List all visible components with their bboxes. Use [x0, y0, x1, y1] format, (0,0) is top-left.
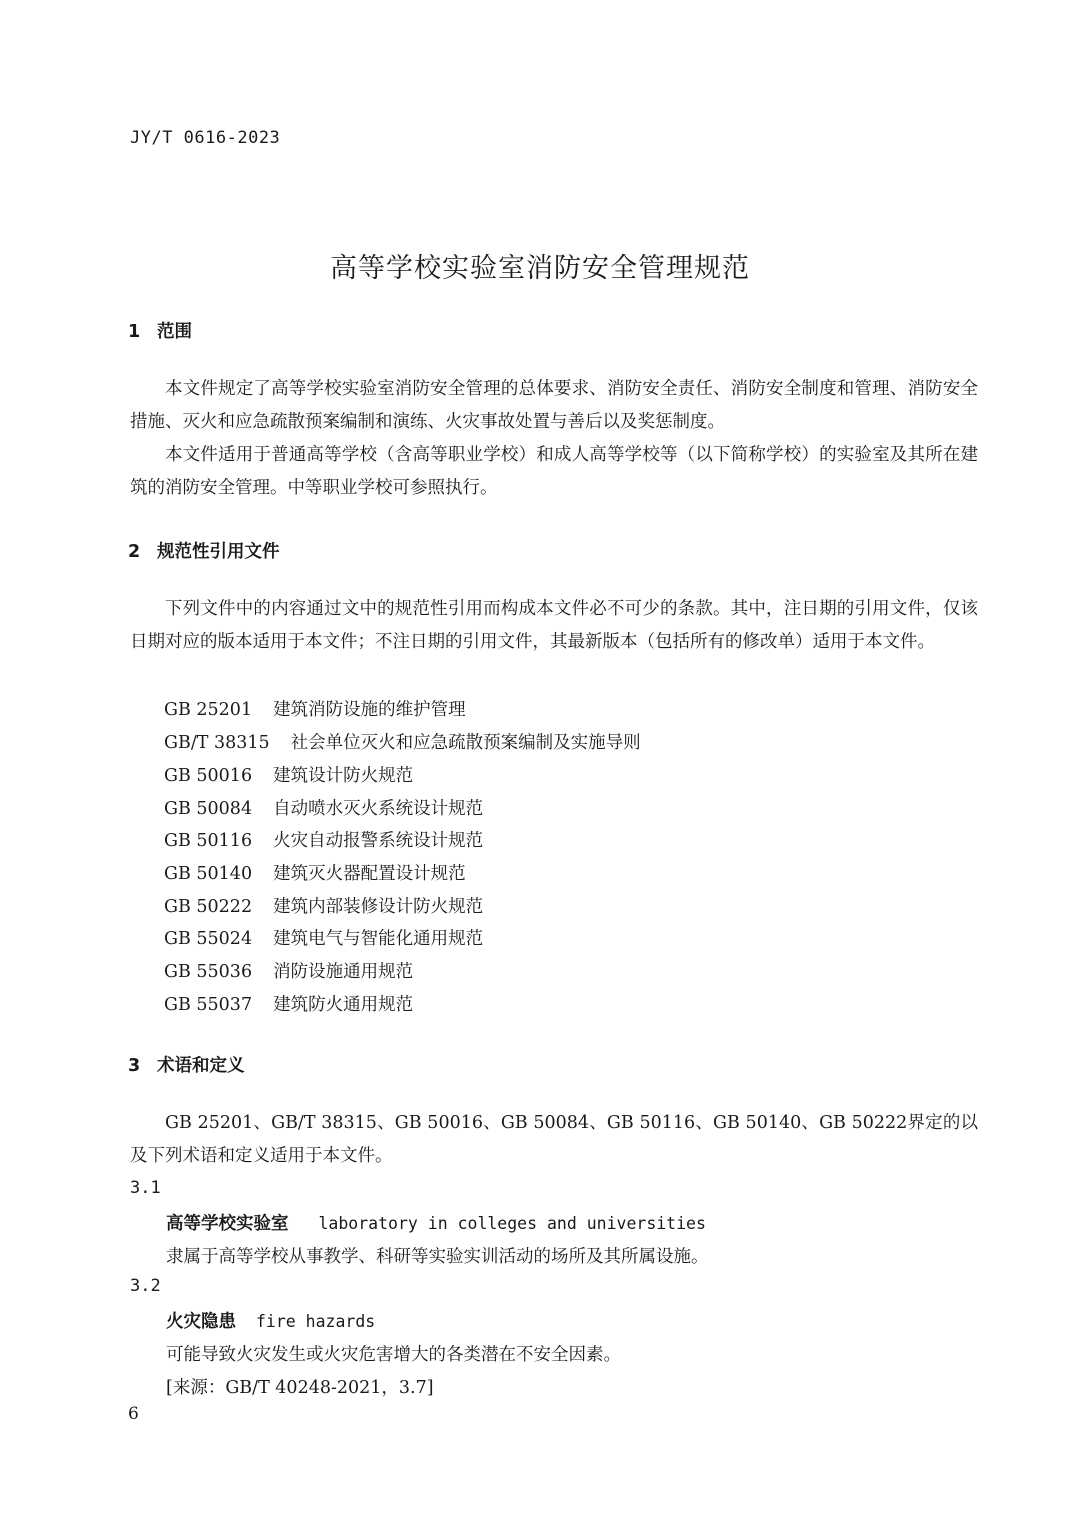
- reference-code: GB 55037: [164, 995, 253, 1015]
- term-heading: [166, 1210, 706, 1235]
- reference-item: [164, 991, 413, 1016]
- paragraph: 本文件适用于普通高等学校（含高等职业学校）和成人高等学校等（以下简称学校）的实验室及其所在建筑的消防安全管理。中等职业学校可参照执行。: [130, 445, 978, 498]
- reference-item: [164, 696, 466, 721]
- reference-code: GB 50116: [164, 831, 253, 851]
- reference-code: GB 55036: [164, 962, 253, 982]
- reference-code: GB 50222: [164, 897, 253, 917]
- section-2-heading: [128, 538, 280, 563]
- section-1-heading: [128, 318, 192, 343]
- reference-code: GB 50016: [164, 766, 253, 786]
- document-title: 高等学校实验室消防安全管理规范: [330, 253, 750, 284]
- section-number: 3: [128, 1056, 141, 1076]
- reference-code: GB 25201: [164, 700, 253, 720]
- term-heading: [166, 1308, 375, 1333]
- document-code: JY/T 0616-2023: [130, 128, 281, 148]
- term-number: 3.2: [130, 1276, 161, 1296]
- reference-item: [164, 729, 641, 754]
- reference-title: 火灾自动报警系统设计规范: [273, 831, 484, 851]
- reference-title: 建筑设计防火规范: [273, 766, 414, 786]
- reference-item: [164, 860, 466, 885]
- reference-title: 自动喷水灭火系统设计规范: [273, 799, 484, 819]
- section-title: 范围: [157, 322, 192, 342]
- paragraph: 下列文件中的内容通过文中的规范性引用而构成本文件必不可少的条款。其中，注日期的引用文件，仅该日期对应的版本适用于本文件；不注日期的引用文件，其最新版本（包括所有的修改单）适用于本文件。: [130, 599, 978, 652]
- reference-item: [164, 827, 483, 852]
- term-chinese: 火灾隐患: [166, 1312, 236, 1332]
- section-3-heading: [128, 1052, 245, 1077]
- reference-title: 建筑灭火器配置设计规范: [273, 864, 466, 884]
- section-number: 1: [128, 322, 141, 342]
- reference-item: [164, 958, 413, 983]
- reference-code: GB 50140: [164, 864, 253, 884]
- reference-item: [164, 925, 483, 950]
- reference-title: 建筑电气与智能化通用规范: [273, 929, 484, 949]
- term-number: 3.1: [130, 1178, 161, 1198]
- reference-title: 建筑防火通用规范: [273, 995, 414, 1015]
- paragraph: GB 25201、GB/T 38315、GB 50016、GB 50084、GB 50116、GB 50140、GB 50222界定的以及下列术语和定义适用于本文件。: [130, 1113, 978, 1166]
- reference-code: GB/T 38315: [164, 733, 270, 753]
- section-title: 规范性引用文件: [157, 542, 280, 562]
- section-number: 2: [128, 542, 141, 562]
- reference-code: GB 55024: [164, 929, 253, 949]
- paragraph: 本文件规定了高等学校实验室消防安全管理的总体要求、消防安全责任、消防安全制度和管理、消防安全措施、灭火和应急疏散预案编制和演练、火灾事故处置与善后以及奖惩制度。: [130, 379, 978, 432]
- term-english: fire hazards: [256, 1312, 376, 1331]
- term-definition: 可能导致火灾发生或火灾危害增大的各类潜在不安全因素。: [166, 1345, 621, 1365]
- reference-item: [164, 893, 483, 918]
- term-source: [来源：GB/T 40248-2021，3.7]: [166, 1378, 434, 1398]
- term-definition: 隶属于高等学校从事教学、科研等实验实训活动的场所及其所属设施。: [166, 1247, 709, 1267]
- term-english: laboratory in colleges and universities: [318, 1214, 706, 1233]
- page-number: 6: [128, 1404, 139, 1424]
- reference-item: [164, 795, 483, 820]
- reference-title: 建筑内部装修设计防火规范: [273, 897, 484, 917]
- reference-title: 建筑消防设施的维护管理: [273, 700, 466, 720]
- section-title: 术语和定义: [157, 1056, 245, 1076]
- reference-title: 消防设施通用规范: [273, 962, 414, 982]
- reference-title: 社会单位灭火和应急疏散预案编制及实施导则: [290, 733, 641, 753]
- reference-code: GB 50084: [164, 799, 253, 819]
- term-chinese: 高等学校实验室: [166, 1214, 289, 1234]
- reference-item: [164, 762, 413, 787]
